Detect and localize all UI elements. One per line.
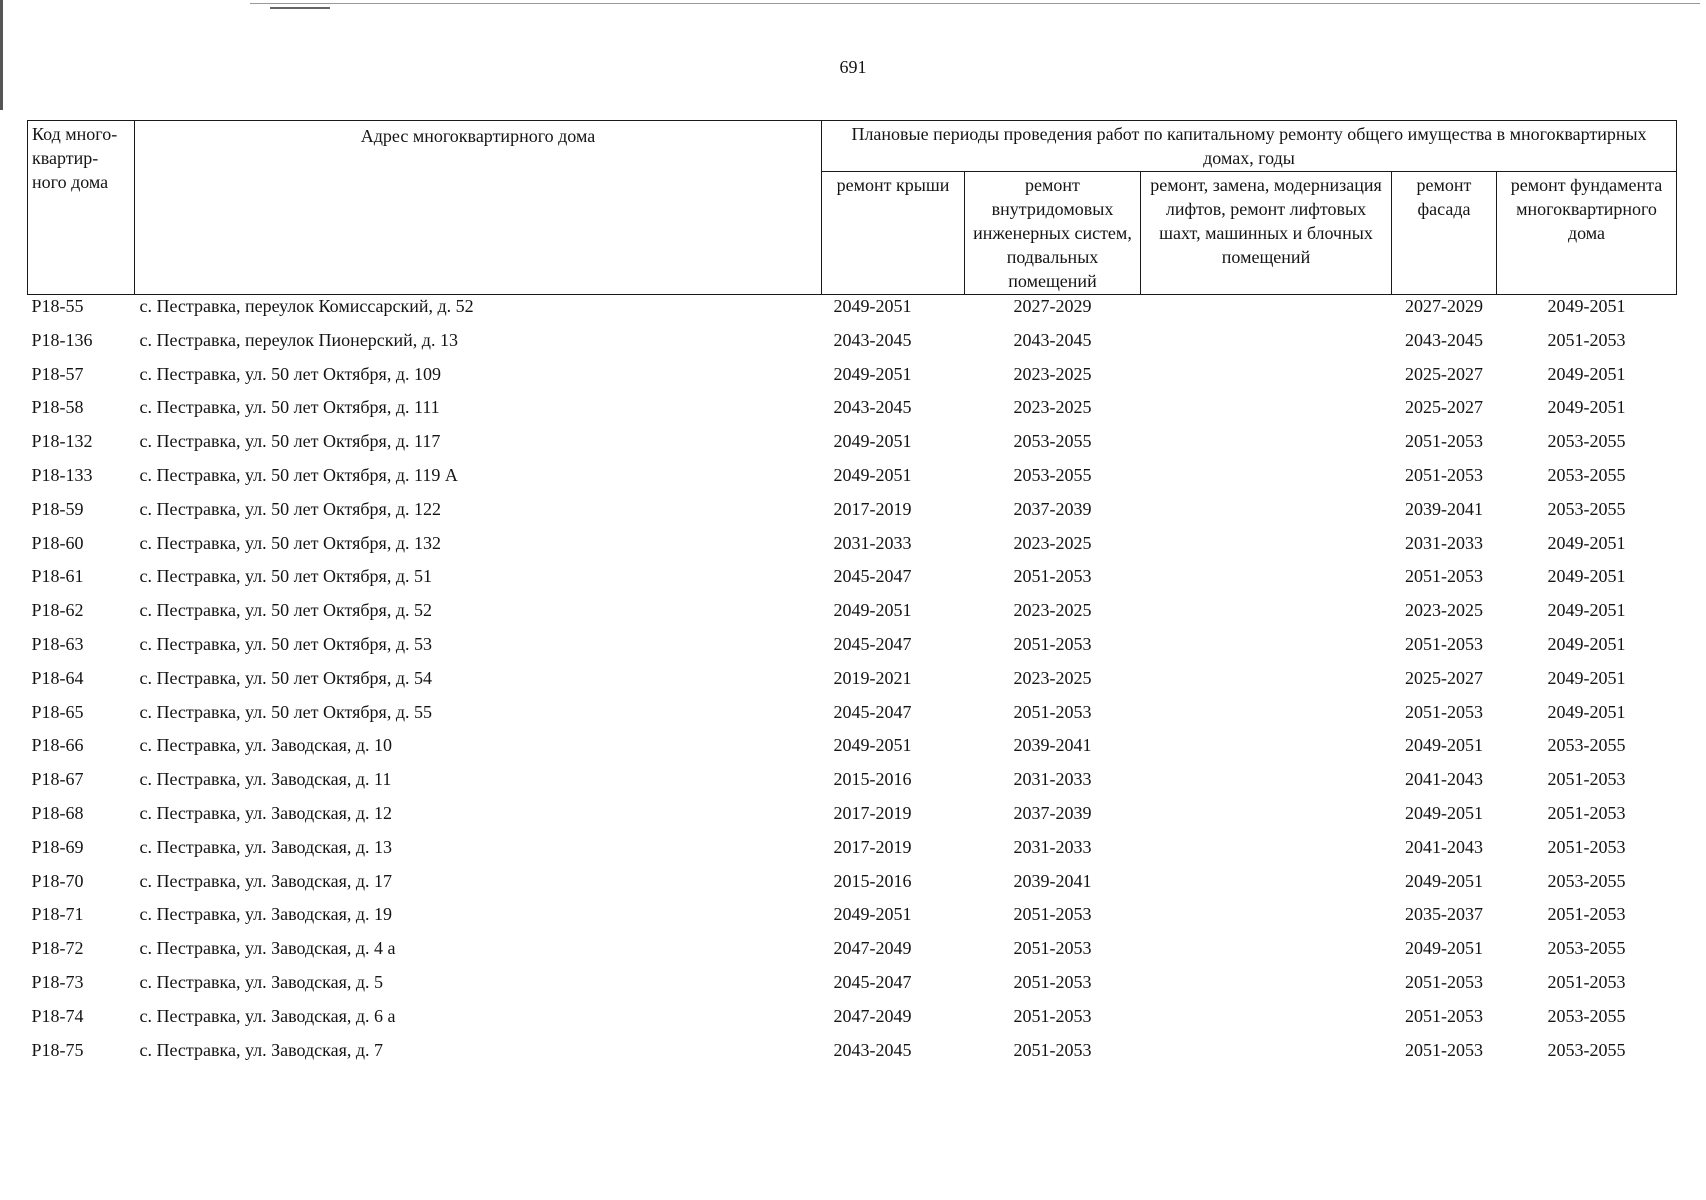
row-lifts-period	[1141, 667, 1392, 701]
row-lifts-period	[1141, 701, 1392, 735]
row-foundation-period: 2049-2051	[1547, 296, 1626, 316]
row-facade-period: 2025-2027	[1405, 667, 1483, 688]
row-code: Р18-59	[31, 498, 84, 519]
row-facade-period: 2051-2053	[1405, 633, 1483, 654]
row-systems-period: 2051-2053	[1013, 938, 1092, 959]
row-address: с. Пестравка, ул. 50 лет Октября, д. 109	[139, 363, 441, 384]
row-facade-period: 2035-2037	[1405, 904, 1483, 925]
row-facade-period: 2051-2053	[1405, 566, 1483, 587]
table-row	[28, 464, 1677, 498]
row-facade-period: 2051-2053	[1405, 1005, 1483, 1026]
row-address: с. Пестравка, ул. Заводская, д. 19	[139, 904, 393, 925]
row-roof-period: 2019-2021	[833, 667, 912, 688]
header-foundation: ремонт фундамента многоквартирного дома	[1497, 172, 1677, 295]
row-foundation-period: 2053-2055	[1547, 1039, 1626, 1060]
table-row	[28, 667, 1677, 701]
row-roof-period: 2015-2016	[833, 769, 912, 790]
row-lifts-period	[1141, 633, 1392, 667]
row-roof-period: 2043-2045	[833, 1039, 912, 1060]
row-facade-period: 2031-2033	[1405, 532, 1483, 553]
row-lifts-period	[1141, 430, 1392, 464]
row-facade-period: 2051-2053	[1405, 971, 1483, 992]
row-facade-period: 2041-2043	[1405, 836, 1483, 857]
row-systems-period: 2043-2045	[1013, 329, 1092, 350]
row-foundation-period: 2053-2055	[1547, 431, 1626, 452]
row-systems-period: 2051-2053	[1013, 566, 1092, 587]
row-roof-period: 2015-2016	[833, 870, 912, 891]
scan-left-edge	[0, 0, 3, 110]
row-foundation-period: 2049-2051	[1547, 363, 1626, 384]
row-roof-period: 2049-2051	[833, 464, 912, 485]
row-roof-period: 2017-2019	[833, 836, 912, 857]
row-code: Р18-74	[31, 1005, 84, 1026]
table-row	[28, 971, 1677, 1005]
row-foundation-period: 2049-2051	[1547, 397, 1626, 418]
row-systems-period: 2031-2033	[1013, 836, 1092, 857]
table-row	[28, 870, 1677, 904]
row-lifts-period	[1141, 532, 1392, 566]
row-systems-period: 2051-2053	[1013, 633, 1092, 654]
row-foundation-period: 2053-2055	[1547, 498, 1626, 519]
row-systems-period: 2023-2025	[1013, 600, 1092, 621]
row-code: Р18-73	[31, 971, 84, 992]
row-roof-period: 2045-2047	[833, 701, 912, 722]
row-foundation-period: 2051-2053	[1547, 904, 1626, 925]
row-systems-period: 2053-2055	[1013, 431, 1092, 452]
row-lifts-period	[1141, 734, 1392, 768]
row-foundation-period: 2051-2053	[1547, 802, 1626, 823]
row-address: с. Пестравка, переулок Пионерский, д. 13	[139, 329, 458, 350]
row-address: с. Пестравка, ул. 50 лет Октября, д. 54	[139, 667, 432, 688]
row-roof-period: 2031-2033	[833, 532, 912, 553]
row-foundation-period: 2049-2051	[1547, 600, 1626, 621]
row-code: Р18-66	[31, 735, 84, 756]
row-facade-period: 2049-2051	[1405, 870, 1483, 891]
table-row	[28, 802, 1677, 836]
row-code: Р18-68	[31, 802, 84, 823]
row-roof-period: 2043-2045	[833, 329, 912, 350]
row-address: с. Пестравка, ул. Заводская, д. 11	[139, 769, 392, 790]
row-roof-period: 2047-2049	[833, 1005, 912, 1026]
row-code: Р18-61	[31, 566, 84, 587]
row-foundation-period: 2051-2053	[1547, 836, 1626, 857]
row-address: с. Пестравка, ул. 50 лет Октября, д. 55	[139, 701, 432, 722]
table-row	[28, 701, 1677, 735]
row-address: с. Пестравка, ул. 50 лет Октября, д. 122	[139, 498, 441, 519]
header-address: Адрес многоквартирного дома	[135, 121, 822, 295]
row-code: Р18-71	[31, 904, 84, 925]
row-foundation-period: 2051-2053	[1547, 971, 1626, 992]
row-systems-period: 2039-2041	[1013, 735, 1092, 756]
row-lifts-period	[1141, 836, 1392, 870]
row-roof-period: 2045-2047	[833, 633, 912, 654]
row-address: с. Пестравка, ул. Заводская, д. 12	[139, 802, 393, 823]
table-row	[28, 295, 1677, 329]
row-code: Р18-72	[31, 938, 84, 959]
row-lifts-period	[1141, 1005, 1392, 1039]
row-address: с. Пестравка, ул. 50 лет Октября, д. 119 А	[139, 464, 458, 485]
row-facade-period: 2051-2053	[1405, 701, 1483, 722]
row-systems-period: 2051-2053	[1013, 1005, 1092, 1026]
row-systems-period: 2023-2025	[1013, 397, 1092, 418]
row-facade-period: 2041-2043	[1405, 769, 1483, 790]
table-row	[28, 1005, 1677, 1039]
row-facade-period: 2043-2045	[1405, 329, 1483, 350]
table-row	[28, 734, 1677, 768]
capital-repair-table	[27, 120, 1677, 1072]
row-foundation-period: 2053-2055	[1547, 1005, 1626, 1026]
row-address: с. Пестравка, ул. Заводская, д. 6 а	[139, 1005, 396, 1026]
header-periods: Плановые периоды проведения работ по капитальному ремонту общего имущества в многоквартирных домах, годы	[822, 121, 1677, 172]
row-roof-period: 2049-2051	[833, 904, 912, 925]
row-systems-period: 2027-2029	[1013, 296, 1092, 316]
row-address: с. Пестравка, ул. 50 лет Октября, д. 52	[139, 600, 432, 621]
row-code: Р18-132	[31, 431, 93, 452]
row-code: Р18-55	[31, 296, 84, 316]
table-row	[28, 532, 1677, 566]
row-code: Р18-62	[31, 600, 84, 621]
row-roof-period: 2049-2051	[833, 735, 912, 756]
header-roof: ремонт крыши	[822, 172, 965, 295]
row-roof-period: 2045-2047	[833, 566, 912, 587]
row-code: Р18-63	[31, 633, 84, 654]
table-row	[28, 363, 1677, 397]
row-lifts-period	[1141, 329, 1392, 363]
row-code: Р18-64	[31, 667, 84, 688]
row-lifts-period	[1141, 363, 1392, 397]
table-row	[28, 633, 1677, 667]
row-code: Р18-69	[31, 836, 84, 857]
row-facade-period: 2049-2051	[1405, 802, 1483, 823]
table-header	[28, 121, 1677, 295]
row-systems-period: 2031-2033	[1013, 769, 1092, 790]
row-address: с. Пестравка, ул. Заводская, д. 7	[139, 1039, 384, 1060]
row-foundation-period: 2049-2051	[1547, 633, 1626, 654]
row-address: с. Пестравка, ул. Заводская, д. 5	[139, 971, 384, 992]
row-code: Р18-133	[31, 464, 93, 485]
row-foundation-period: 2051-2053	[1547, 769, 1626, 790]
row-systems-period: 2051-2053	[1013, 1039, 1092, 1060]
row-lifts-period	[1141, 565, 1392, 599]
row-foundation-period: 2053-2055	[1547, 938, 1626, 959]
row-facade-period: 2039-2041	[1405, 498, 1483, 519]
row-facade-period: 2051-2053	[1405, 464, 1483, 485]
row-address: с. Пестравка, ул. Заводская, д. 4 а	[139, 938, 396, 959]
row-roof-period: 2017-2019	[833, 498, 912, 519]
row-facade-period: 2049-2051	[1405, 735, 1483, 756]
row-code: Р18-70	[31, 870, 84, 891]
row-lifts-period	[1141, 498, 1392, 532]
row-lifts-period	[1141, 937, 1392, 971]
row-systems-period: 2023-2025	[1013, 363, 1092, 384]
row-lifts-period	[1141, 903, 1392, 937]
row-code: Р18-57	[31, 363, 84, 384]
row-address: с. Пестравка, ул. Заводская, д. 13	[139, 836, 393, 857]
row-foundation-period: 2049-2051	[1547, 566, 1626, 587]
table-row	[28, 768, 1677, 802]
table-row	[28, 836, 1677, 870]
table-row	[28, 329, 1677, 363]
row-foundation-period: 2049-2051	[1547, 701, 1626, 722]
row-address: с. Пестравка, переулок Комиссарский, д. 52	[139, 296, 474, 316]
row-roof-period: 2049-2051	[833, 363, 912, 384]
table-body	[28, 295, 1677, 1073]
header-facade: ремонт фасада	[1392, 172, 1497, 295]
header-code: Код много-квартир-ного дома	[28, 121, 135, 295]
table-row	[28, 396, 1677, 430]
row-roof-period: 2049-2051	[833, 431, 912, 452]
row-code: Р18-58	[31, 397, 84, 418]
row-address: с. Пестравка, ул. Заводская, д. 17	[139, 870, 393, 891]
row-facade-period: 2051-2053	[1405, 1039, 1483, 1060]
row-roof-period: 2017-2019	[833, 802, 912, 823]
row-foundation-period: 2053-2055	[1547, 735, 1626, 756]
table-row	[28, 903, 1677, 937]
row-foundation-period: 2053-2055	[1547, 870, 1626, 891]
header-systems: ремонт внутридомовых инженерных систем, подвальных помещений	[965, 172, 1141, 295]
table-row	[28, 599, 1677, 633]
row-systems-period: 2053-2055	[1013, 464, 1092, 485]
row-address: с. Пестравка, ул. 50 лет Октября, д. 53	[139, 633, 432, 654]
row-roof-period: 2045-2047	[833, 971, 912, 992]
page-number: 691	[839, 57, 867, 77]
row-facade-period: 2049-2051	[1405, 938, 1483, 959]
row-lifts-period	[1141, 802, 1392, 836]
row-facade-period: 2025-2027	[1405, 363, 1483, 384]
table-row	[28, 565, 1677, 599]
row-address: с. Пестравка, ул. 50 лет Октября, д. 51	[139, 566, 432, 587]
row-foundation-period: 2051-2053	[1547, 329, 1626, 350]
row-roof-period: 2049-2051	[833, 600, 912, 621]
row-facade-period: 2027-2029	[1405, 296, 1483, 316]
row-facade-period: 2023-2025	[1405, 600, 1483, 621]
row-lifts-period	[1141, 464, 1392, 498]
row-systems-period: 2037-2039	[1013, 802, 1092, 823]
row-roof-period: 2049-2051	[833, 296, 912, 316]
row-code: Р18-67	[31, 769, 84, 790]
header-lifts: ремонт, замена, модернизация лифтов, ремонт лифтовых шахт, машинных и блочных помещений	[1141, 172, 1392, 295]
row-lifts-period	[1141, 971, 1392, 1005]
row-foundation-period: 2053-2055	[1547, 464, 1626, 485]
row-foundation-period: 2049-2051	[1547, 532, 1626, 553]
row-systems-period: 2051-2053	[1013, 701, 1092, 722]
scan-top-edge	[0, 0, 1706, 10]
table-row	[28, 937, 1677, 971]
row-address: с. Пестравка, ул. 50 лет Октября, д. 117	[139, 431, 441, 452]
row-facade-period: 2025-2027	[1405, 397, 1483, 418]
row-foundation-period: 2049-2051	[1547, 667, 1626, 688]
row-systems-period: 2023-2025	[1013, 532, 1092, 553]
row-address: с. Пестравка, ул. Заводская, д. 10	[139, 735, 393, 756]
row-systems-period: 2039-2041	[1013, 870, 1092, 891]
table-row	[28, 430, 1677, 464]
table-row	[28, 1039, 1677, 1073]
row-code: Р18-136	[31, 329, 93, 350]
row-code: Р18-65	[31, 701, 84, 722]
row-lifts-period	[1141, 295, 1392, 329]
row-code: Р18-60	[31, 532, 84, 553]
row-lifts-period	[1141, 599, 1392, 633]
row-address: с. Пестравка, ул. 50 лет Октября, д. 111	[139, 397, 440, 418]
row-lifts-period	[1141, 870, 1392, 904]
row-roof-period: 2047-2049	[833, 938, 912, 959]
row-systems-period: 2051-2053	[1013, 904, 1092, 925]
row-systems-period: 2023-2025	[1013, 667, 1092, 688]
row-lifts-period	[1141, 396, 1392, 430]
row-systems-period: 2051-2053	[1013, 971, 1092, 992]
row-lifts-period	[1141, 768, 1392, 802]
row-lifts-period	[1141, 1039, 1392, 1073]
row-facade-period: 2051-2053	[1405, 431, 1483, 452]
row-systems-period: 2037-2039	[1013, 498, 1092, 519]
row-code: Р18-75	[31, 1039, 84, 1060]
table-row	[28, 498, 1677, 532]
row-roof-period: 2043-2045	[833, 397, 912, 418]
row-address: с. Пестравка, ул. 50 лет Октября, д. 132	[139, 532, 441, 553]
